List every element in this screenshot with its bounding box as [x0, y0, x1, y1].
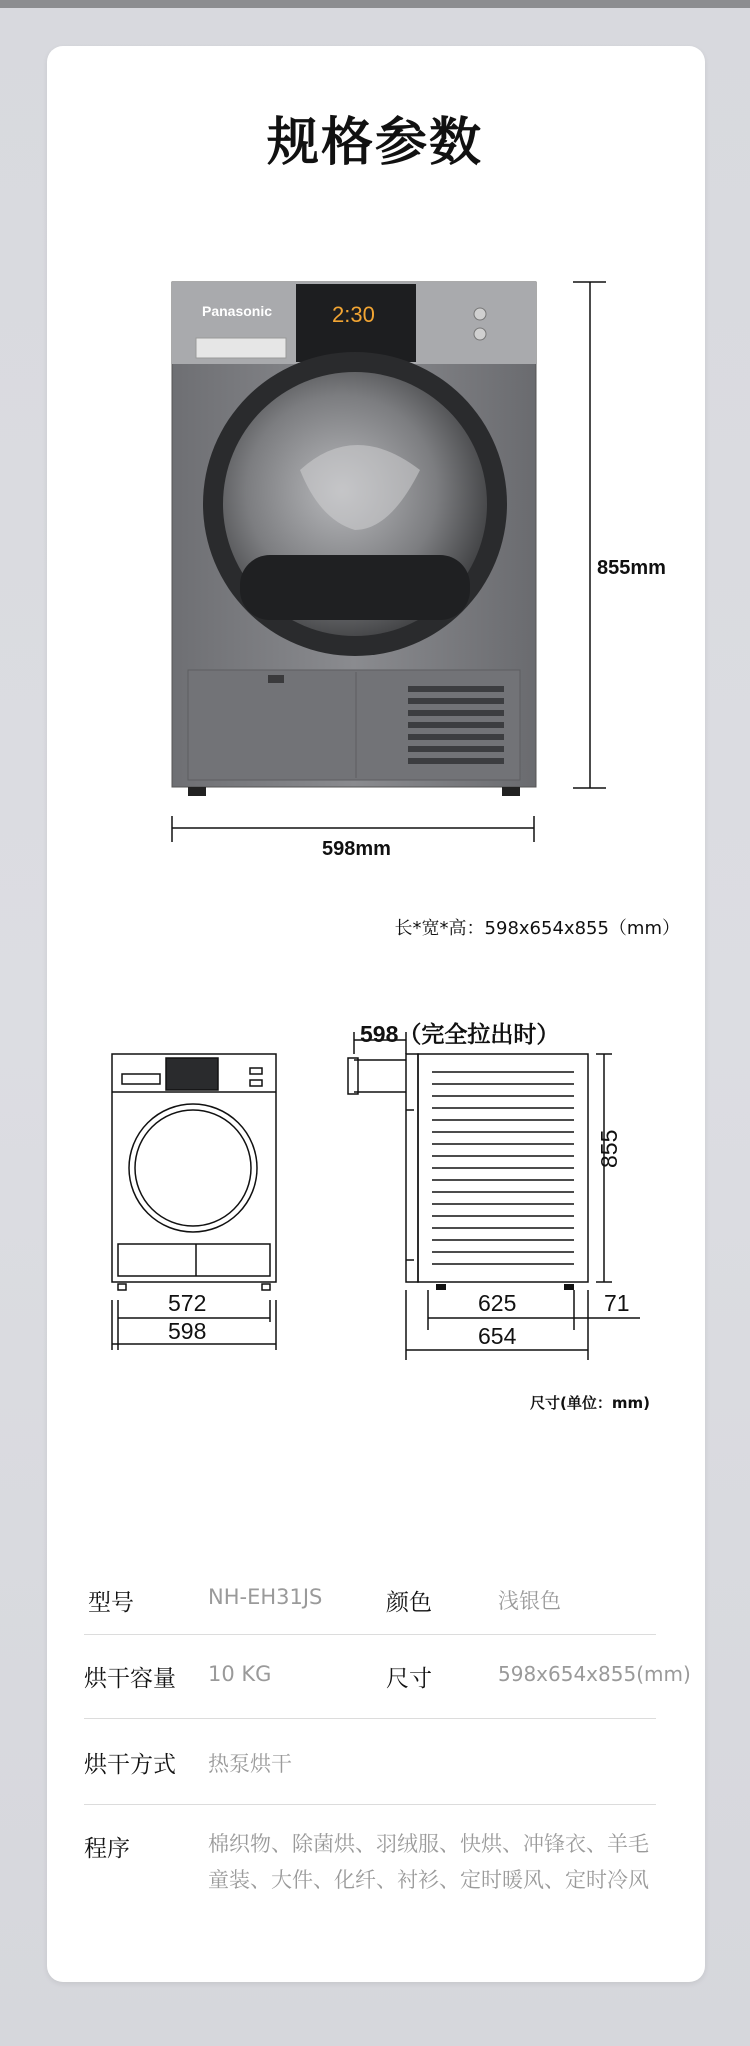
display-time: 2:30	[332, 302, 375, 327]
side-depth-inner-label: 625	[478, 1290, 517, 1316]
width-dimension-label: 598mm	[322, 838, 391, 860]
program-list-line: 棉织物、除菌烘、羽绒服、快烘、冲锋衣、羊毛	[208, 1832, 649, 1856]
capacity-label: 烘干容量	[84, 1666, 176, 1692]
back-offset-label: 71	[604, 1290, 630, 1316]
program-list-line: 童装、大件、化纤、衬衫、定时暖风、定时冷风	[208, 1868, 649, 1892]
side-height-label: 855	[596, 1129, 622, 1168]
side-depth-total-label: 654	[478, 1323, 517, 1349]
color-value: 浅银色	[498, 1589, 561, 1613]
size-value: 598x654x855(mm)	[498, 1662, 691, 1686]
dimension-caption: 长*宽*高：598x654x855（mm）	[394, 918, 680, 939]
brand-logo: Panasonic	[202, 303, 273, 319]
table-divider	[84, 1718, 656, 1719]
program-label: 程序	[84, 1836, 130, 1862]
capacity-value: 10 KG	[208, 1662, 272, 1686]
height-dimension-label: 855mm	[597, 557, 666, 579]
table-divider	[84, 1804, 656, 1805]
front-width-inner-label: 572	[168, 1290, 207, 1316]
size-label: 尺寸	[386, 1666, 432, 1692]
front-width-outer-label: 598	[168, 1318, 207, 1344]
model-value: NH-EH31JS	[208, 1585, 323, 1609]
method-label: 烘干方式	[84, 1752, 176, 1778]
pullout-dimension-label: 598（完全拉出时）	[360, 1021, 560, 1047]
color-label: 颜色	[386, 1590, 432, 1616]
unit-note: 尺寸(单位：mm)	[530, 1394, 650, 1412]
model-label: 型号	[88, 1590, 134, 1616]
table-divider	[84, 1634, 656, 1635]
page-title: 规格参数	[266, 113, 483, 173]
method-value: 热泵烘干	[208, 1752, 292, 1776]
